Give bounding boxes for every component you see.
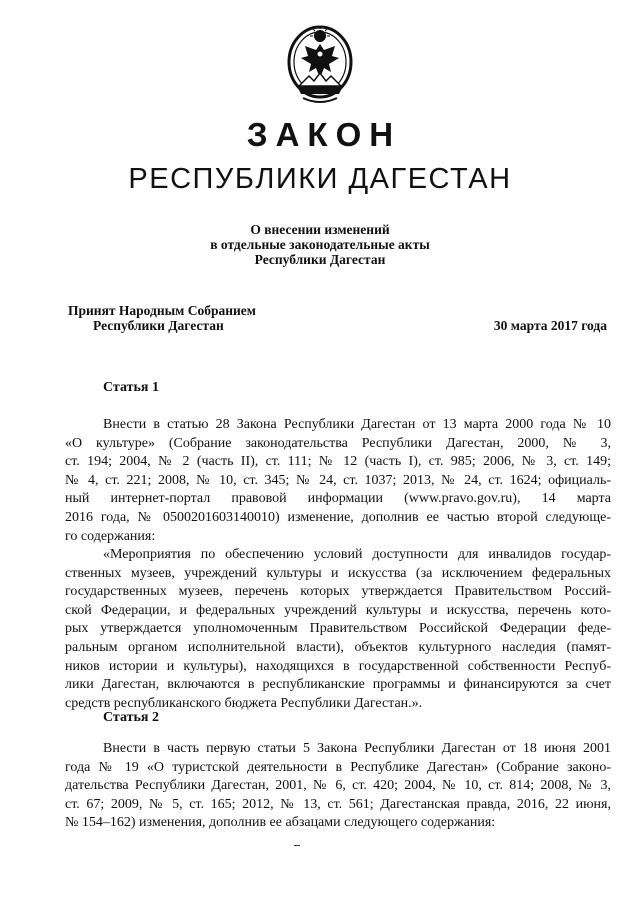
adoption-block bbox=[68, 303, 288, 333]
article-1-paragraph-2 bbox=[65, 546, 611, 713]
article-2-paragraph-1 bbox=[65, 740, 611, 833]
adoption-line: Принят Народным Собранием bbox=[68, 303, 256, 318]
text-line: «О культуре» (Собрание законодательства Республики Дагестан, 2000, № 3, bbox=[65, 435, 611, 451]
law-title: ЗАКОН bbox=[246, 116, 402, 153]
law-subtitle: РЕСПУБЛИКИ ДАГЕСТАН bbox=[128, 163, 512, 195]
text-line: ственных музеев, учреждений культуры и искусства (за исключением федеральных bbox=[65, 565, 611, 581]
text-line: го содержания: bbox=[65, 528, 156, 544]
text-line: средств республиканского бюджета Республики Дагестан.». bbox=[65, 695, 423, 711]
text-line: ный интернет-портал правовой информации (www.pravo.gov.ru), 14 марта bbox=[65, 491, 611, 507]
document-title bbox=[0, 222, 640, 267]
text-line: № 154–162) изменения, дополнив ее абзацами следующего содержания: bbox=[65, 815, 496, 831]
article-1-paragraph-1 bbox=[65, 416, 611, 546]
text-line: ской Федерации, и федеральных учреждений культуры и искусства, перечень кото- bbox=[65, 602, 611, 618]
text-line: «Мероприятия по обеспечению условий доступности для инвалидов государ- bbox=[103, 547, 611, 562]
text-line: дательства Республики Дагестан, 2001, № 6, ст. 420; 2004, № 10, ст. 814; 2008, № 3, bbox=[65, 778, 611, 794]
text-line: государственных музеев, перечень которых утверждается Правительством Россий- bbox=[65, 584, 611, 600]
adoption-line: Республики Дагестан bbox=[93, 318, 224, 333]
coat-of-arms-icon bbox=[283, 20, 357, 108]
text-line: ст. 67; 2009, № 5, ст. 165; 2012, № 13, ст. 561; Дагестанская правда, 2016, 22 июня, bbox=[65, 796, 611, 812]
adoption-date: 30 марта 2017 года bbox=[493, 318, 607, 333]
text-line: Внести в статью 28 Закона Республики Дагестан от 13 марта 2000 года № 10 bbox=[103, 417, 611, 432]
text-line: Внести в часть первую статьи 5 Закона Республики Дагестан от 18 июня 2001 bbox=[103, 741, 611, 756]
text-line: ральным органом исполнительной власти), объектов культурного наследия (памят- bbox=[65, 639, 611, 655]
document-title-line: О внесении изменений bbox=[250, 222, 390, 237]
article-2-heading: Статья 2 bbox=[103, 710, 159, 725]
text-line: года № 19 «О туристской деятельности в Республике Дагестан» (Собрание законо- bbox=[65, 759, 611, 775]
text-line: № 4, ст. 221; 2008, № 10, ст. 345; № 24, ст. 1037; 2013, № 24, ст. 1624; официаль- bbox=[65, 472, 611, 488]
text-line: ст. 194; 2004, № 2 (часть II), ст. 111; № 12 (часть I), ст. 985; 2006, № 3, ст. 149; bbox=[65, 454, 611, 470]
document-title-line: в отдельные законодательные акты bbox=[210, 237, 430, 252]
page-mark bbox=[294, 845, 300, 846]
document-title-line: Республики Дагестан bbox=[254, 252, 386, 267]
article-1-heading: Статья 1 bbox=[103, 380, 159, 395]
text-line: ников истории и культуры), находящихся в государственной собственности Респуб- bbox=[65, 658, 611, 674]
text-line: 2016 года, № 0500201603140010) изменение, дополнив ее частью второй следующе- bbox=[65, 509, 611, 525]
text-line: рых утверждается уполномоченным Правительством Российской Федерации феде- bbox=[65, 621, 611, 637]
text-line: лики Дагестан, включаются в республиканские программы и финансируются за счет bbox=[65, 677, 611, 693]
